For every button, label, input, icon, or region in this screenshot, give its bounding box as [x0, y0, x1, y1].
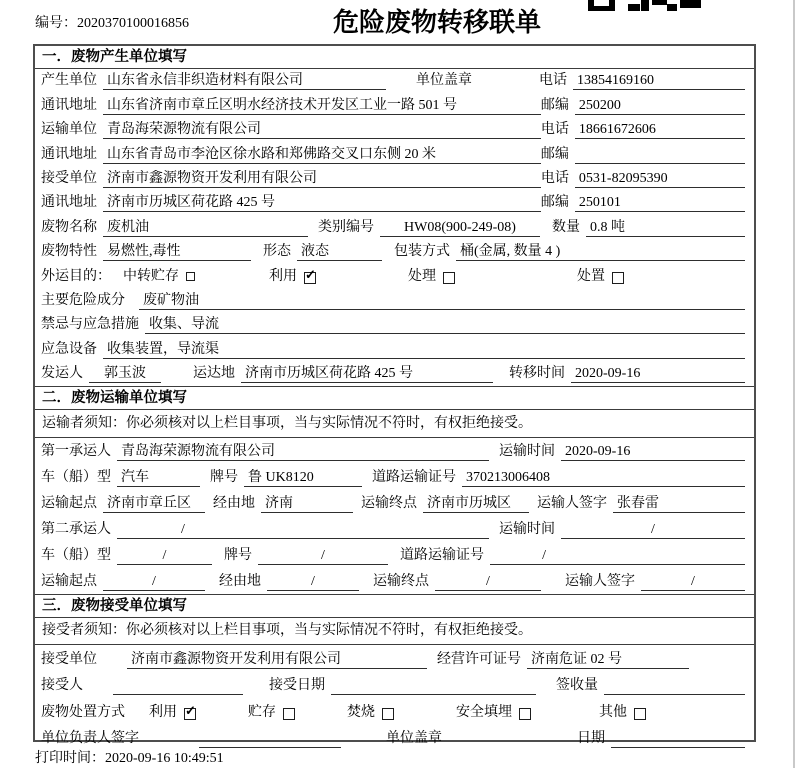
- hazard-component-label: 主要危险成分: [41, 292, 125, 308]
- option-label: 焚烧: [347, 704, 375, 720]
- address-label: 通讯地址: [41, 195, 97, 211]
- form-row-receiver: [35, 167, 754, 191]
- purpose-option-treat: [408, 268, 455, 286]
- qr-finder-block: [588, 0, 615, 11]
- page-edge-line: [793, 0, 795, 768]
- waste-characteristics-field: 易燃性,毒性: [103, 243, 251, 261]
- vehicle-type-label: 车（船）型: [41, 548, 111, 564]
- option-label: 处理: [408, 268, 436, 284]
- checkbox-unchecked: [283, 708, 295, 720]
- accept-date-field: [331, 677, 536, 695]
- accept-unit-label: 接受单位: [41, 651, 97, 667]
- plate-number-label: 牌号: [224, 548, 252, 564]
- form-row-producer-address: [35, 93, 754, 117]
- unit-seal-label: 单位盖章: [416, 73, 472, 89]
- qr-module: [667, 4, 677, 11]
- transporter-unit-label: 运输单位: [41, 122, 97, 138]
- form-state-field: 液态: [297, 243, 382, 261]
- address-field: 山东省青岛市李沧区徐水路和郑佛路交叉口东侧 20 米: [103, 146, 541, 164]
- license-number-field: 济南危证 02 号: [527, 651, 689, 669]
- form-row-receiver-address: [35, 191, 754, 215]
- packaging-field: 桶(金属, 数量 4 ): [456, 243, 745, 261]
- waste-characteristics-label: 废物特性: [41, 244, 97, 260]
- checkbox-unchecked: [186, 272, 195, 281]
- taboo-measures-field: 收集、导流: [145, 316, 745, 334]
- disposal-option-incinerate: [347, 704, 394, 722]
- purpose-option-utilize: [269, 268, 316, 286]
- date-label: 日期: [577, 731, 605, 747]
- checkbox-unchecked: [634, 708, 646, 720]
- acceptor-label: 接受人: [41, 678, 83, 694]
- road-permit-field: 370213006408: [462, 469, 745, 487]
- received-quantity-label: 签收量: [556, 678, 598, 694]
- checkbox-unchecked: [612, 272, 624, 284]
- form-row-vehicle1: [35, 464, 754, 490]
- transport-time-label: 运输时间: [499, 522, 555, 538]
- transfer-form-table: [33, 44, 756, 747]
- first-carrier-field: 青岛海荣源物流有限公司: [117, 443, 489, 461]
- section2-notice: 运输者须知：你必须核对以上栏目事项，当与实际情况不符时，有权拒绝接受。: [35, 410, 754, 438]
- serial-number: [35, 12, 189, 32]
- option-label: 中转贮存: [123, 268, 179, 284]
- option-label: 贮存: [248, 704, 276, 720]
- zip-label: 邮编: [540, 97, 569, 113]
- accept-date-label: 接受日期: [269, 678, 325, 694]
- responsible-signature-field: [199, 730, 341, 748]
- carrier-signature-label: 运输人签字: [537, 496, 607, 512]
- transport-end-label: 运输终点: [373, 574, 429, 590]
- vehicle-type-field: /: [117, 547, 212, 565]
- checkbox-unchecked: [519, 708, 531, 720]
- disposal-option-storage: [248, 704, 295, 722]
- transfer-time-label: 转移时间: [509, 366, 565, 382]
- print-time: [35, 747, 224, 767]
- transport-time-field: 2020-09-16: [561, 443, 745, 461]
- form-row-route1: [35, 490, 754, 516]
- disposal-option-utilize: [149, 704, 196, 722]
- zip-field: [575, 146, 745, 164]
- received-quantity-field: [604, 677, 745, 695]
- option-label: 利用: [149, 704, 177, 720]
- receiver-unit-field: 济南市鑫源物资开发利用有限公司: [103, 170, 541, 188]
- via-label: 经由地: [219, 574, 261, 590]
- zip-label: 邮编: [540, 195, 569, 211]
- checkbox-checked: [184, 708, 196, 720]
- road-permit-label: 道路运输证号: [400, 548, 484, 564]
- vehicle-type-field: 汽车: [117, 469, 200, 487]
- carrier-signature-field: /: [641, 573, 745, 591]
- form-row-acceptor: [35, 672, 754, 699]
- quantity-field: 0.8 吨: [586, 219, 745, 237]
- form-row-shipper: [35, 362, 754, 386]
- packaging-label: 包装方式: [394, 244, 450, 260]
- acceptor-field: [113, 677, 243, 695]
- transport-end-label: 运输终点: [361, 496, 417, 512]
- zip-label: 邮编: [540, 146, 569, 162]
- zip-field: 250200: [575, 97, 745, 115]
- section2-title: 二．废物运输单位填写: [35, 386, 754, 410]
- transport-origin-field: 济南市章丘区: [103, 495, 205, 513]
- waste-name-field: 废机油: [103, 219, 308, 237]
- form-row-transporter-address: [35, 142, 754, 166]
- checkbox-unchecked: [443, 272, 455, 284]
- checkbox-unchecked: [382, 708, 394, 720]
- form-row-carrier1: [35, 438, 754, 464]
- via-field: /: [267, 573, 359, 591]
- category-code-field: HW08(900-249-08): [380, 219, 540, 237]
- option-label: 其他: [599, 704, 627, 720]
- via-label: 经由地: [213, 496, 255, 512]
- shipper-field: 郭玉波: [89, 365, 161, 383]
- plate-number-field: 鲁 UK8120: [244, 469, 362, 487]
- date-field: [611, 730, 745, 748]
- taboo-measures-label: 禁忌与应急措施: [41, 317, 139, 333]
- qr-module: [680, 0, 701, 8]
- accept-unit-field: 济南市鑫源物资开发利用有限公司: [127, 651, 427, 669]
- disposal-option-other: [599, 704, 646, 722]
- phone-label: 电话: [540, 122, 569, 138]
- transport-time-field: /: [561, 521, 745, 539]
- transport-origin-field: /: [103, 573, 205, 591]
- transport-end-field: 济南市历城区: [423, 495, 529, 513]
- unit-seal-label: 单位盖章: [386, 731, 442, 747]
- form-row-purpose: [35, 264, 754, 288]
- receiver-unit-label: 接受单位: [41, 170, 97, 186]
- zip-field: 250101: [575, 194, 745, 212]
- hazard-component-field: 废矿物油: [139, 292, 745, 310]
- purpose-option-transfer-storage: [123, 268, 195, 286]
- destination-label: 运达地: [193, 366, 235, 382]
- print-time-value: 2020-09-16 10:49:51: [105, 751, 224, 766]
- destination-field: 济南市历城区荷花路 425 号: [241, 365, 493, 383]
- quantity-label: 数量: [552, 219, 580, 235]
- transport-time-label: 运输时间: [499, 444, 555, 460]
- producer-unit-label: 产生单位: [41, 73, 97, 89]
- transporter-unit-field: 青岛海荣源物流有限公司: [103, 121, 541, 139]
- serial-value: 2020370100016856: [77, 16, 189, 31]
- form-state-label: 形态: [263, 244, 291, 260]
- checkbox-checked: [304, 272, 316, 284]
- disposal-option-landfill: [456, 704, 531, 722]
- purpose-label: 外运目的：: [41, 268, 111, 284]
- form-row-taboo: [35, 313, 754, 337]
- section3-notice: 接受者须知：你必须核对以上栏目事项，当与实际情况不符时，有权拒绝接受。: [35, 618, 754, 645]
- responsible-signature-label: 单位负责人签字: [41, 731, 139, 747]
- phone-label: 电话: [539, 73, 567, 89]
- carrier-signature-label: 运输人签字: [565, 574, 635, 590]
- second-carrier-field: /: [117, 521, 489, 539]
- qr-code-fragment: [588, 0, 704, 11]
- option-label: 处置: [577, 268, 605, 284]
- second-carrier-label: 第二承运人: [41, 522, 111, 538]
- address-field: 山东省济南市章丘区明水经济技术开发区工业一路 501 号: [103, 97, 541, 115]
- transport-origin-label: 运输起点: [41, 574, 97, 590]
- form-row-hazard: [35, 289, 754, 313]
- section3-title: 三．废物接受单位填写: [35, 594, 754, 618]
- shipper-label: 发运人: [41, 366, 83, 382]
- transport-end-field: /: [435, 573, 541, 591]
- form-row-equipment: [35, 337, 754, 361]
- phone-field: 0531-82095390: [575, 170, 745, 188]
- producer-unit-field: 山东省永信非织造材料有限公司: [103, 72, 386, 90]
- first-carrier-label: 第一承运人: [41, 444, 111, 460]
- waste-name-label: 废物名称: [41, 219, 97, 235]
- form-row-waste-name: [35, 215, 754, 239]
- qr-module: [652, 0, 667, 5]
- via-field: 济南: [261, 495, 353, 513]
- phone-field: 18661672606: [575, 121, 745, 139]
- purpose-option-dispose: [577, 268, 624, 286]
- qr-module: [641, 0, 649, 11]
- carrier-signature-field: 张春雷: [613, 495, 745, 513]
- transfer-time-field: 2020-09-16: [571, 365, 745, 383]
- form-row-producer: [35, 69, 754, 93]
- form-row-transporter: [35, 118, 754, 142]
- road-permit-label: 道路运输证号: [372, 470, 456, 486]
- serial-label: 编号：: [35, 16, 77, 31]
- form-row-characteristics: [35, 240, 754, 264]
- address-label: 通讯地址: [41, 97, 97, 113]
- transport-origin-label: 运输起点: [41, 496, 97, 512]
- print-time-label: 打印时间：: [35, 751, 105, 766]
- phone-field: 13854169160: [573, 72, 745, 90]
- form-row-carrier2: [35, 516, 754, 542]
- section1-title: 一．废物产生单位填写: [35, 46, 754, 69]
- form-row-disposal: [35, 698, 754, 725]
- form-row-accept-unit: [35, 645, 754, 672]
- phone-label: 电话: [540, 170, 569, 186]
- plate-number-label: 牌号: [210, 470, 238, 486]
- road-permit-field-extension: [550, 547, 745, 565]
- option-label: 利用: [269, 268, 297, 284]
- license-number-label: 经营许可证号: [437, 651, 521, 667]
- plate-number-field: /: [258, 547, 388, 565]
- form-row-vehicle2: [35, 542, 754, 568]
- disposal-method-label: 废物处置方式: [41, 704, 125, 720]
- page-title: 危险废物转移联单: [332, 8, 542, 37]
- address-label: 通讯地址: [41, 146, 97, 162]
- qr-module: [628, 4, 640, 11]
- vehicle-type-label: 车（船）型: [41, 470, 111, 486]
- road-permit-field: /: [490, 547, 550, 565]
- emergency-equipment-label: 应急设备: [41, 341, 97, 357]
- form-row-route2: [35, 568, 754, 594]
- option-label: 安全填埋: [456, 704, 512, 720]
- address-field: 济南市历城区荷花路 425 号: [103, 194, 541, 212]
- emergency-equipment-field: 收集装置，导流渠: [103, 341, 745, 359]
- category-code-label: 类别编号: [318, 219, 374, 235]
